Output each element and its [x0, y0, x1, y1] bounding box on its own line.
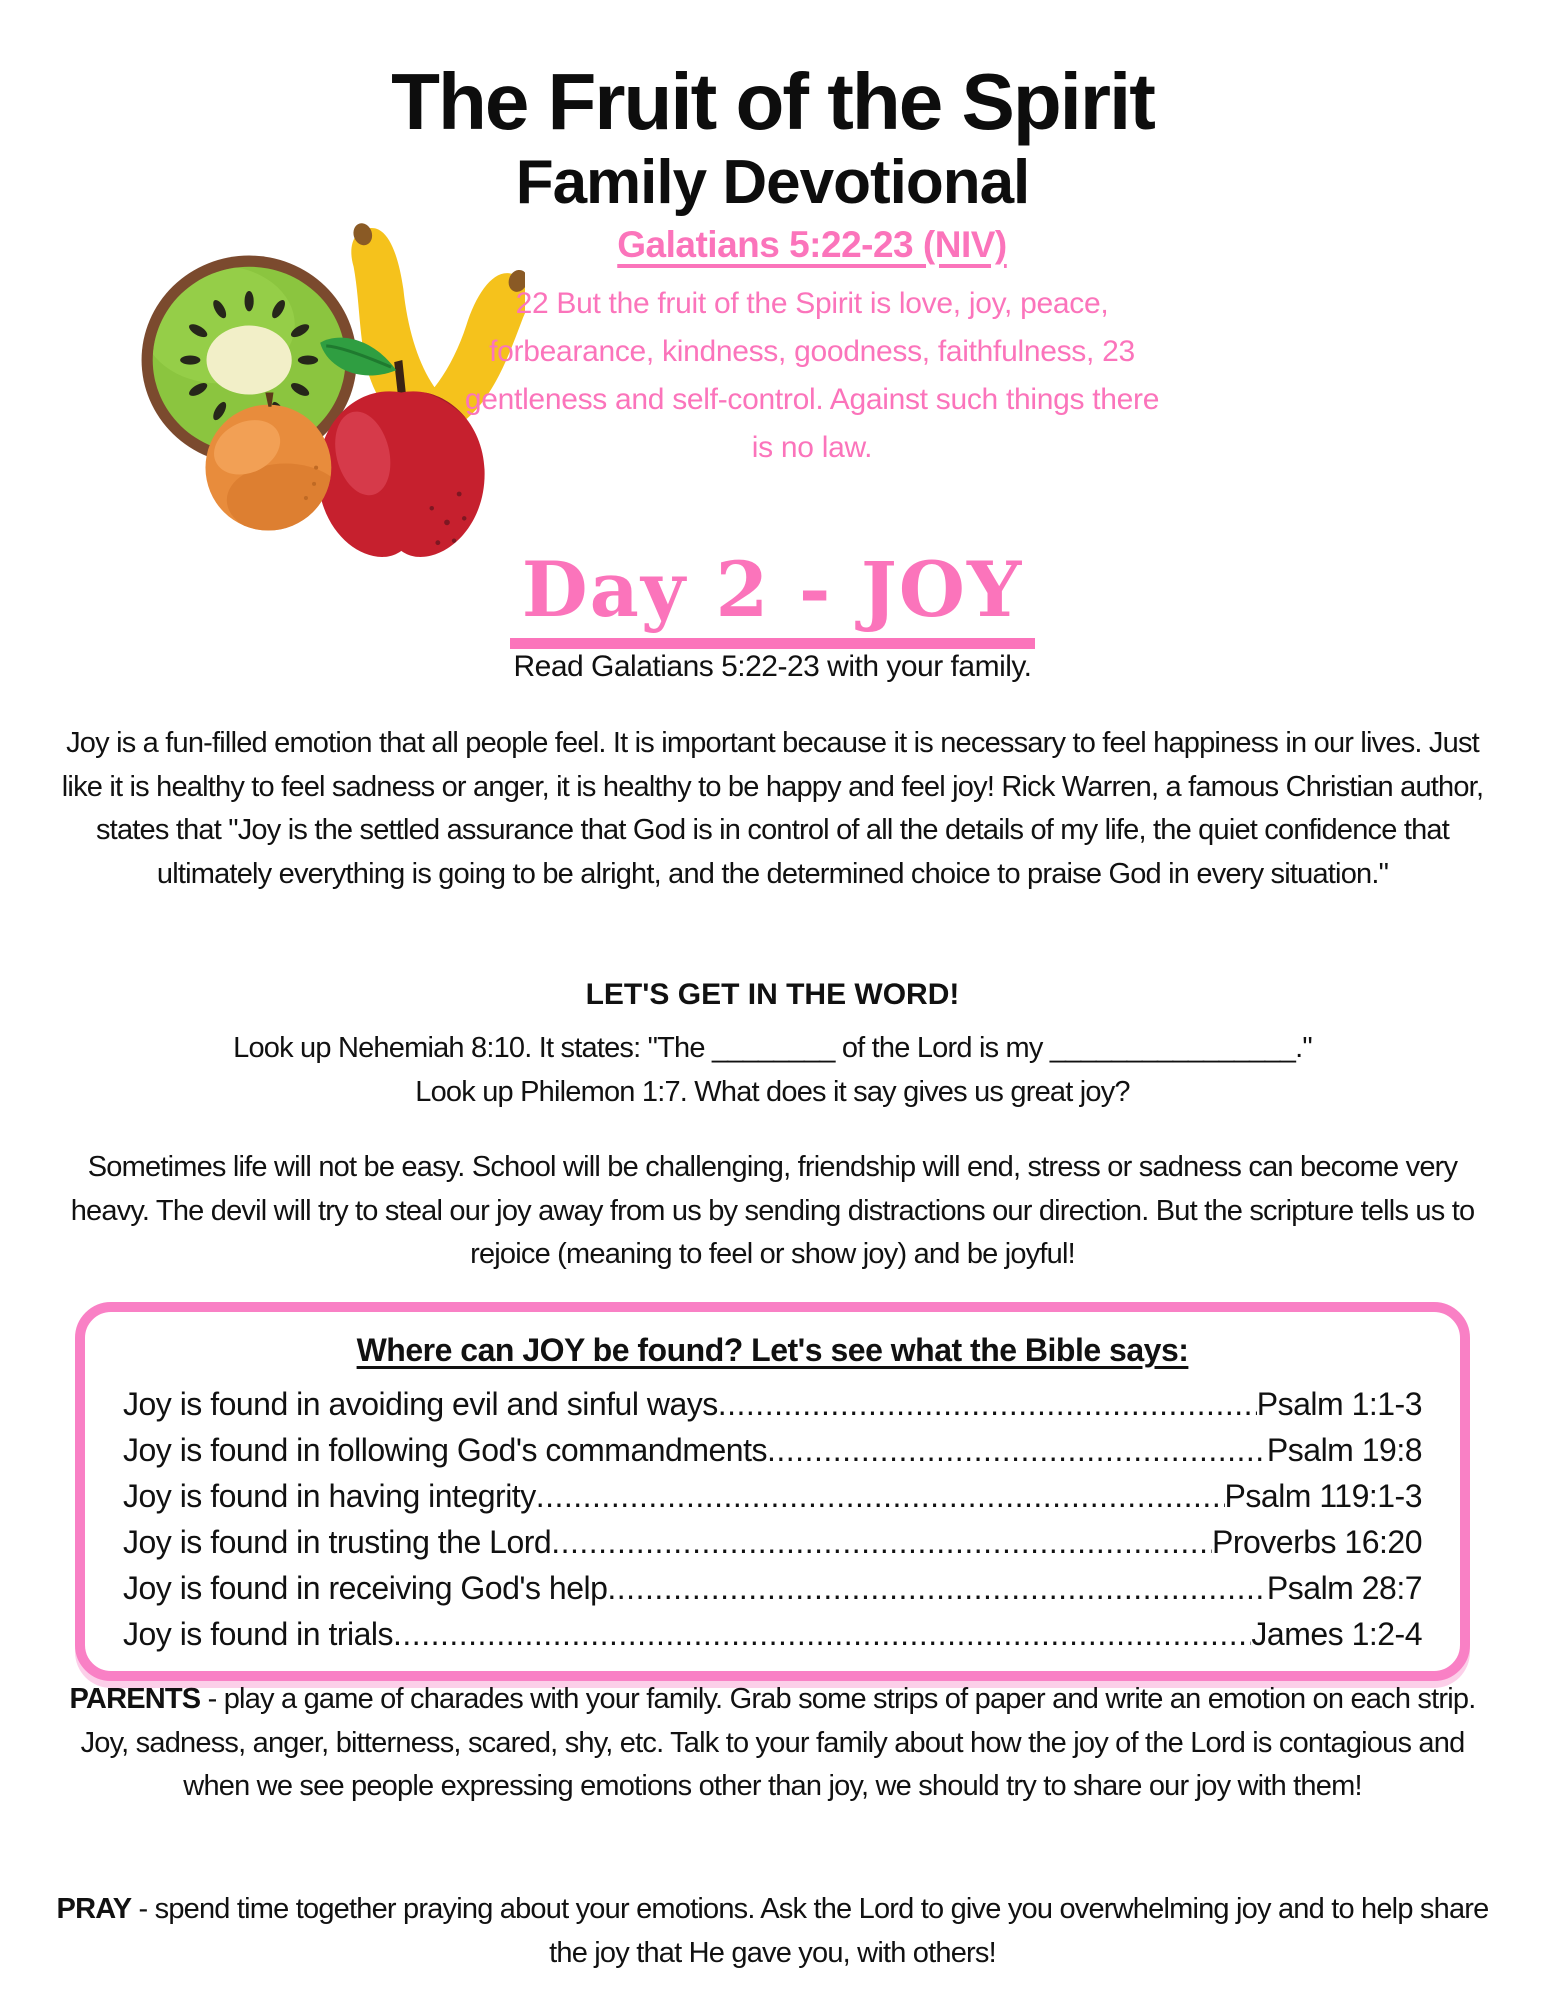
intro-paragraph: Joy is a fun-filled emotion that all people feel. It is important because it is necessary to feel happiness in our lives. Just like it is healthy to feel sadness or anger, it is healthy to be happy and feel joy! Rick Warren, a famous Christian author, states that "Joy is the settled assurance that God is in control of all the details of my life, the quiet confidence that ultimately everything is going to be alright, and the determined choice to praise God in every situation." [61, 727, 1484, 890]
word-line-philemon: Look up Philemon 1:7. What does it say gives us great joy? [415, 1075, 1130, 1108]
read-instruction: Read Galatians 5:22-23 with your family. [513, 650, 1032, 683]
dot-leader [767, 1427, 1267, 1473]
parents-activity [55, 1678, 1490, 1809]
joy-box-row [123, 1473, 1422, 1519]
page-subtitle: Family Devotional [515, 148, 1030, 217]
joy-box-row [123, 1565, 1422, 1611]
joy-box-item-text: Joy is found in following God's commandments [123, 1432, 767, 1468]
joy-box-item-text: Joy is found in trials [123, 1616, 394, 1652]
joy-box-item-reference: James 1:2-4 [1251, 1616, 1422, 1652]
page-title: The Fruit of the Spirit [391, 57, 1154, 146]
scripture-reference: Galatians 5:22-23 (NIV) [617, 224, 1007, 265]
header [0, 57, 1545, 217]
joy-box-item-text: Joy is found in avoiding evil and sinful ways [123, 1386, 718, 1422]
joy-box [75, 1302, 1470, 1681]
joy-box-item-reference: Proverbs 16:20 [1211, 1524, 1422, 1560]
parents-text: - play a game of charades with your family. Grab some strips of paper and write an emotion on each strip. Joy, sadness, anger, bitterness, scared, shy, etc. Talk to your family about how the joy of the Lord is contagious and when we see people expressing emotions other than joy, we should try to share our joy with them! [80, 1683, 1476, 1802]
dot-leader [718, 1381, 1257, 1427]
joy-box-row [123, 1381, 1422, 1427]
scripture-section [462, 224, 1162, 472]
parents-label: PARENTS [69, 1683, 201, 1715]
joy-box-item-text: Joy is found in trusting the Lord [123, 1524, 552, 1560]
joy-box-item-text: Joy is found in receiving God's help [123, 1570, 608, 1606]
fruit-illustration [95, 218, 525, 563]
scripture-text: 22 But the fruit of the Spirit is love, joy, peace, forbearance, kindness, goodness, faithfulness, 23 gentleness and self-control. Against such things there is no law. [464, 287, 1160, 464]
dot-leader [551, 1519, 1212, 1565]
word-line-nehemiah: Look up Nehemiah 8:10. It states: "The ________ of the Lord is my ________________." [233, 1032, 1312, 1064]
joy-box-item-reference: Psalm 28:7 [1266, 1570, 1422, 1606]
joy-box-item-text: Joy is found in having integrity [123, 1478, 536, 1514]
joy-box-row [123, 1519, 1422, 1565]
joy-box-item-reference: Psalm 1:1-3 [1256, 1386, 1422, 1422]
dot-leader [393, 1611, 1251, 1657]
word-section [55, 972, 1490, 1114]
day-heading: Day 2 - JOY [510, 552, 1036, 649]
pray-activity [55, 1888, 1490, 1975]
joy-box-row [123, 1427, 1422, 1473]
joy-box-heading: Where can JOY be found? Let's see what the Bible says: [356, 1332, 1189, 1368]
day-heading-wrap [0, 545, 1545, 649]
dot-leader [607, 1565, 1267, 1611]
joy-box-item-reference: Psalm 19:8 [1266, 1432, 1422, 1468]
joy-box-row [123, 1611, 1422, 1657]
encouragement-paragraph: Sometimes life will not be easy. School will be challenging, friendship will end, stress or sadness can become very heavy. The devil will try to steal our joy away from us by sending distractions our direction. But the scripture tells us to rejoice (meaning to feel or show joy) and be joyful! [70, 1151, 1475, 1270]
pray-text: - spend time together praying about your emotions. Ask the Lord to give you overwhelming joy and to help share the joy that He gave you, with others! [131, 1893, 1489, 1969]
joy-box-item-reference: Psalm 119:1-3 [1224, 1478, 1422, 1514]
word-heading: LET'S GET IN THE WORD! [585, 978, 960, 1011]
dot-leader [536, 1473, 1225, 1519]
pray-label: PRAY [56, 1893, 132, 1925]
